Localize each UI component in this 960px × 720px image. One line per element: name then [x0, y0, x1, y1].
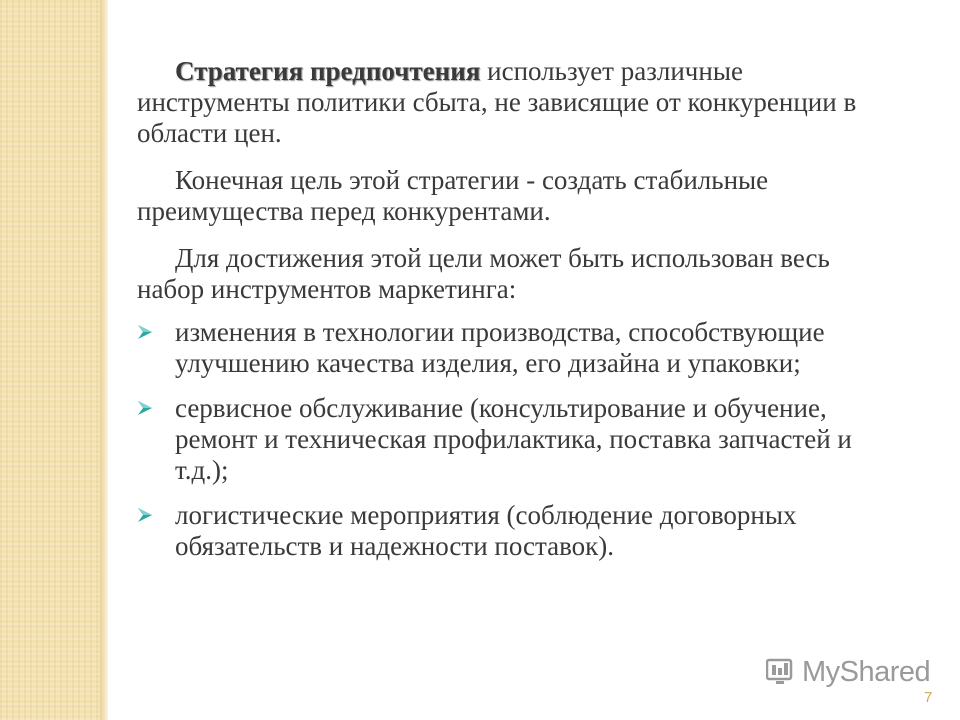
arrowhead-bullet-icon	[137, 324, 153, 340]
paragraph-text: Для достижения этой цели может быть использован весь набор инструментов маркетинга:	[137, 243, 830, 304]
paragraph-text: Конечная цель этой стратегии - создать стабильные преимущества перед конкурентами.	[137, 165, 769, 226]
page-number: 7	[924, 689, 933, 706]
bullet-text: сервисное обслуживание (консультирование и обучение, ремонт и техническая профилактика, поставка запчастей и т.д.);	[175, 393, 852, 485]
bullet-text: логистические мероприятия (соблюдение договорных обязательств и надежности поставок).	[175, 500, 797, 561]
paragraph-lead-term: Стратегия предпочтения	[175, 56, 481, 86]
list-item	[137, 393, 897, 486]
arrowhead-bullet-icon	[137, 507, 153, 523]
decorative-side-band	[0, 0, 100, 720]
paragraph-text: использует различные инструменты политики сбыта, не зависящие от конкуренции в области цен.	[137, 56, 857, 148]
list-item	[137, 500, 897, 562]
paragraph-tools	[137, 243, 897, 305]
myshared-logo	[766, 655, 936, 689]
paragraph-goal	[137, 165, 897, 227]
decorative-side-edge	[100, 0, 108, 720]
bullet-text: изменения в технологии производства, способствующие улучшению качества изделия, его дизайна и упаковки;	[175, 317, 825, 378]
arrowhead-bullet-icon	[137, 400, 153, 416]
myshared-logo-icon	[766, 656, 798, 688]
slide-body	[137, 56, 897, 576]
logo-text: MyShared	[802, 655, 931, 688]
bullet-list	[137, 317, 897, 562]
paragraph-strategy	[137, 56, 897, 149]
list-item	[137, 317, 897, 379]
